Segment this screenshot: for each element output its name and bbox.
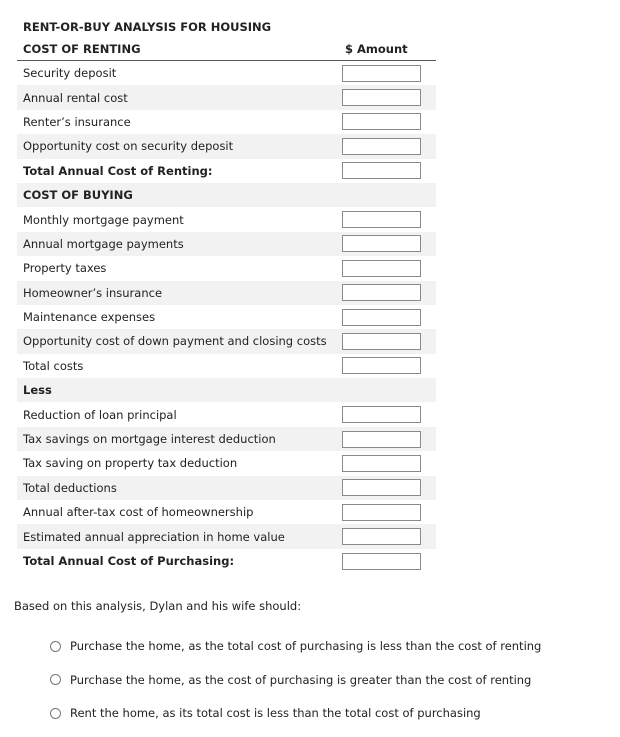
section-buying-header <box>17 183 436 207</box>
table-row-homeowners-insurance <box>17 281 436 305</box>
row-label: Maintenance expenses <box>23 310 156 325</box>
total-purchasing-input[interactable] <box>342 553 421 570</box>
option-label: Rent the home, as its total cost is less than the total cost of purchasing <box>70 706 481 720</box>
row-label: Monthly mortgage payment <box>23 212 184 227</box>
table-row-total-purchasing <box>17 549 436 573</box>
amount-column-header: $ Amount <box>345 42 408 56</box>
table-row-property-tax-savings <box>17 451 436 475</box>
table-title: RENT-OR-BUY ANALYSIS FOR HOUSING <box>23 20 272 34</box>
security-deposit-input[interactable] <box>342 65 421 82</box>
table-row-renters-insurance <box>17 110 436 134</box>
rent-or-buy-table <box>17 14 436 573</box>
row-label: Homeowner’s insurance <box>23 285 163 300</box>
option-purchase-greater[interactable] <box>50 670 541 690</box>
section-less-header <box>17 378 436 402</box>
row-label: Annual rental cost <box>23 90 128 105</box>
after-tax-cost-input[interactable] <box>342 504 421 521</box>
row-label: Security deposit <box>23 66 117 81</box>
table-header <box>17 38 436 61</box>
property-taxes-input[interactable] <box>342 260 421 277</box>
table-row-annual-mortgage <box>17 232 436 256</box>
opportunity-cost-down-payment-input[interactable] <box>342 333 421 350</box>
appreciation-input[interactable] <box>342 528 421 545</box>
row-label: Total Annual Cost of Purchasing: <box>23 554 235 568</box>
total-costs-input[interactable] <box>342 357 421 374</box>
renters-insurance-input[interactable] <box>342 113 421 130</box>
table-row-annual-rental-cost <box>17 85 436 109</box>
radio-button[interactable] <box>50 674 61 685</box>
option-rent[interactable] <box>50 703 541 723</box>
row-label: Opportunity cost on security deposit <box>23 139 234 154</box>
row-label: Renter’s insurance <box>23 114 131 129</box>
row-label: Annual mortgage payments <box>23 236 184 251</box>
loan-principal-input[interactable] <box>342 406 421 423</box>
row-label: COST OF BUYING <box>23 188 133 203</box>
table-row-total-deductions <box>17 476 436 500</box>
annual-rental-cost-input[interactable] <box>342 89 421 106</box>
option-label: Purchase the home, as the total cost of purchasing is less than the cost of renting <box>70 639 542 653</box>
row-label: Tax saving on property tax deduction <box>23 456 238 471</box>
question-text: Based on this analysis, Dylan and his wife should: <box>14 599 302 613</box>
mortgage-interest-savings-input[interactable] <box>342 431 421 448</box>
row-label: Less <box>23 383 52 398</box>
table-row-after-tax-cost <box>17 500 436 524</box>
row-label: Estimated annual appreciation in home value <box>23 529 285 544</box>
monthly-mortgage-input[interactable] <box>342 211 421 228</box>
table-row-property-taxes <box>17 256 436 280</box>
maintenance-input[interactable] <box>342 309 421 326</box>
homeowners-insurance-input[interactable] <box>342 284 421 301</box>
total-deductions-input[interactable] <box>342 479 421 496</box>
opportunity-cost-security-input[interactable] <box>342 138 421 155</box>
table-row-appreciation <box>17 524 436 548</box>
section-renting-header: COST OF RENTING <box>23 42 141 56</box>
row-label: Annual after-tax cost of homeownership <box>23 505 254 520</box>
table-row-monthly-mortgage <box>17 207 436 231</box>
table-row-total-renting <box>17 159 436 183</box>
table-row-opportunity-cost-down-payment <box>17 329 436 353</box>
radio-button[interactable] <box>50 641 61 652</box>
annual-mortgage-input[interactable] <box>342 235 421 252</box>
radio-button[interactable] <box>50 708 61 719</box>
table-row-mortgage-interest-savings <box>17 427 436 451</box>
total-renting-input[interactable] <box>342 162 421 179</box>
property-tax-savings-input[interactable] <box>342 455 421 472</box>
option-label: Purchase the home, as the cost of purchasing is greater than the cost of renting <box>70 672 532 687</box>
row-label: Total deductions <box>23 480 117 495</box>
table-row-loan-principal <box>17 402 436 426</box>
row-label: Property taxes <box>23 261 107 276</box>
option-purchase-less[interactable] <box>50 636 541 656</box>
table-row-opportunity-cost-security <box>17 134 436 158</box>
row-label: Tax savings on mortgage interest deduction <box>23 432 276 447</box>
answer-options <box>50 636 541 737</box>
table-row-security-deposit <box>17 61 436 85</box>
row-label: Total costs <box>23 358 84 373</box>
row-label: Total Annual Cost of Renting: <box>23 163 213 178</box>
row-label: Reduction of loan principal <box>23 407 177 422</box>
table-row-maintenance <box>17 305 436 329</box>
row-label: Opportunity cost of down payment and closing costs <box>23 334 327 349</box>
table-row-total-costs <box>17 354 436 378</box>
